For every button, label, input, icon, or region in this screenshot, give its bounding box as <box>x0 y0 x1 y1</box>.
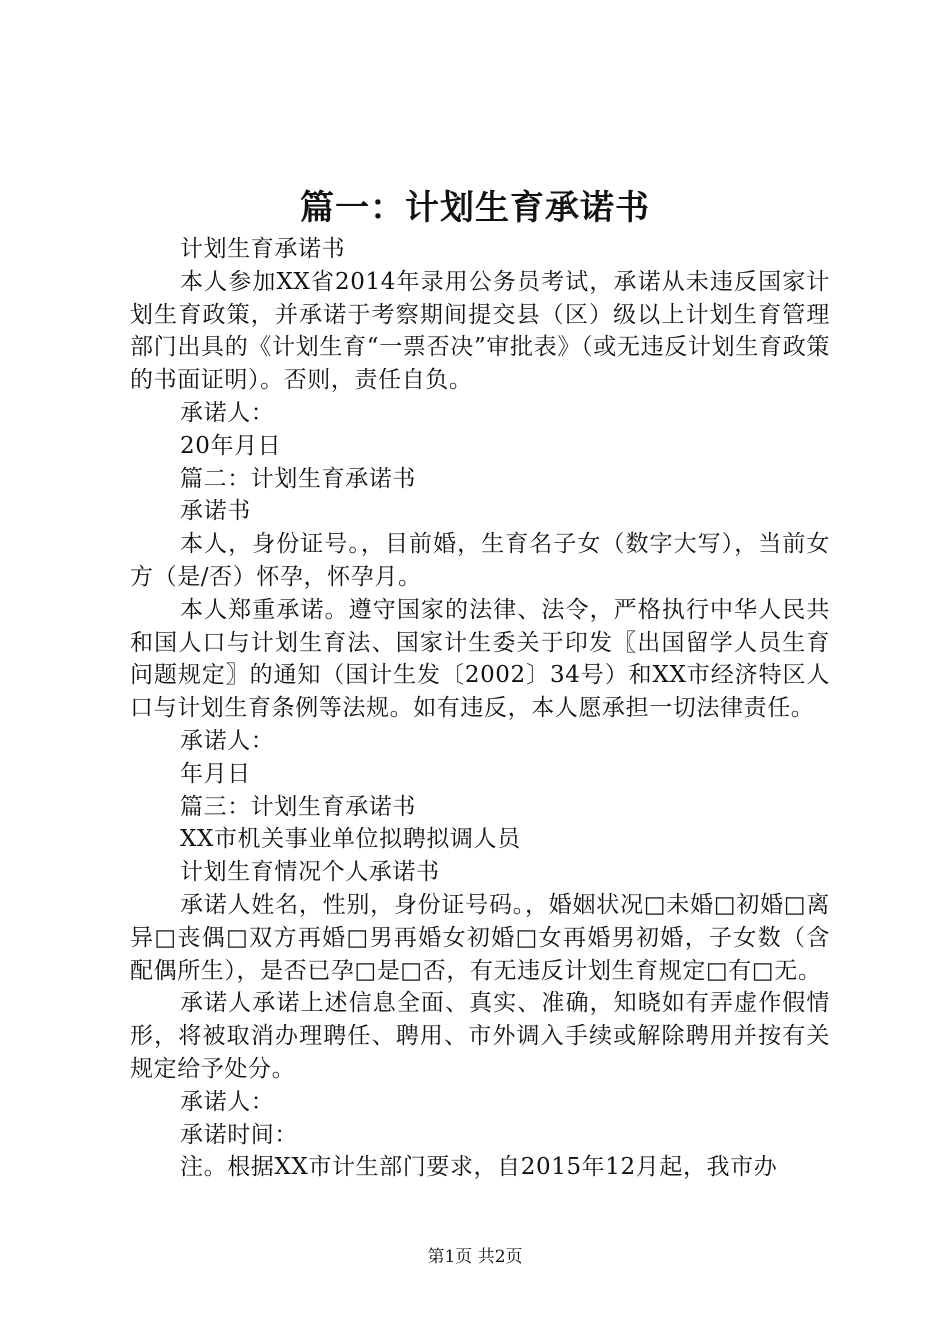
paragraph: 注。根据XX市计生部门要求，自2015年12月起，我市办 <box>180 1154 778 1181</box>
paragraph: 承诺人承诺上述信息全面、真实、准确，知晓如有弄虚作假情形，将被取消办理聘任、聘用、市外调入手续或解除聘用并按有关规定给予处分。 <box>130 990 830 1082</box>
signature-label: 承诺人： <box>180 399 275 426</box>
signature-label: 承诺人： <box>180 1088 275 1115</box>
paragraph-heading: XX市机关事业单位拟聘拟调人员 <box>180 826 521 853</box>
date-line: 年月日 <box>180 760 251 787</box>
document-title: 篇一：计划生育承诺书 <box>300 188 650 228</box>
section-heading: 篇三：计划生育承诺书 <box>180 793 416 820</box>
paragraph-heading: 计划生育情况个人承诺书 <box>180 859 440 886</box>
section-heading: 篇二：计划生育承诺书 <box>180 465 416 492</box>
date-line: 20年月日 <box>180 432 282 459</box>
document-body <box>130 233 830 1184</box>
date-line: 承诺时间： <box>180 1121 298 1148</box>
paragraph: 承诺人姓名，性别，身份证号码。，婚姻状况□未婚□初婚□离异□丧偶□双方再婚□男再婚女初婚□女再婚男初婚，子女数（含配偶所生），是否已孕□是□否，有无违反计划生育规定□有□无。 <box>130 891 830 984</box>
paragraph-heading: 计划生育承诺书 <box>180 236 346 262</box>
paragraph: 本人，身份证号。，目前婚，生育名子女（数字大写），当前女方（是/否）怀孕，怀孕月。 <box>130 531 830 590</box>
paragraph: 本人参加XX省2014年录用公务员考试，承诺从未违反国家计划生育政策，并承诺于考察期间提交县（区）级以上计划生育管理部门出具的《计划生育“一票否决”审批表》（或无违反计划生育政策的书面证明）。否则，责任自负。 <box>130 268 830 394</box>
paragraph-heading: 承诺书 <box>180 498 251 525</box>
signature-label: 承诺人： <box>180 727 275 754</box>
page-number: 第1页 共2页 <box>427 1247 523 1267</box>
paragraph: 本人郑重承诺。遵守国家的法律、法令，严格执行中华人民共和国人口与计划生育法、国家计生委关于印发〖出国留学人员生育问题规定〗的通知（国计生发〔2002〕34号）和XX市经济特区人口与计划生育条例等法规。如有违反，本人愿承担一切法律责任。 <box>130 596 830 722</box>
